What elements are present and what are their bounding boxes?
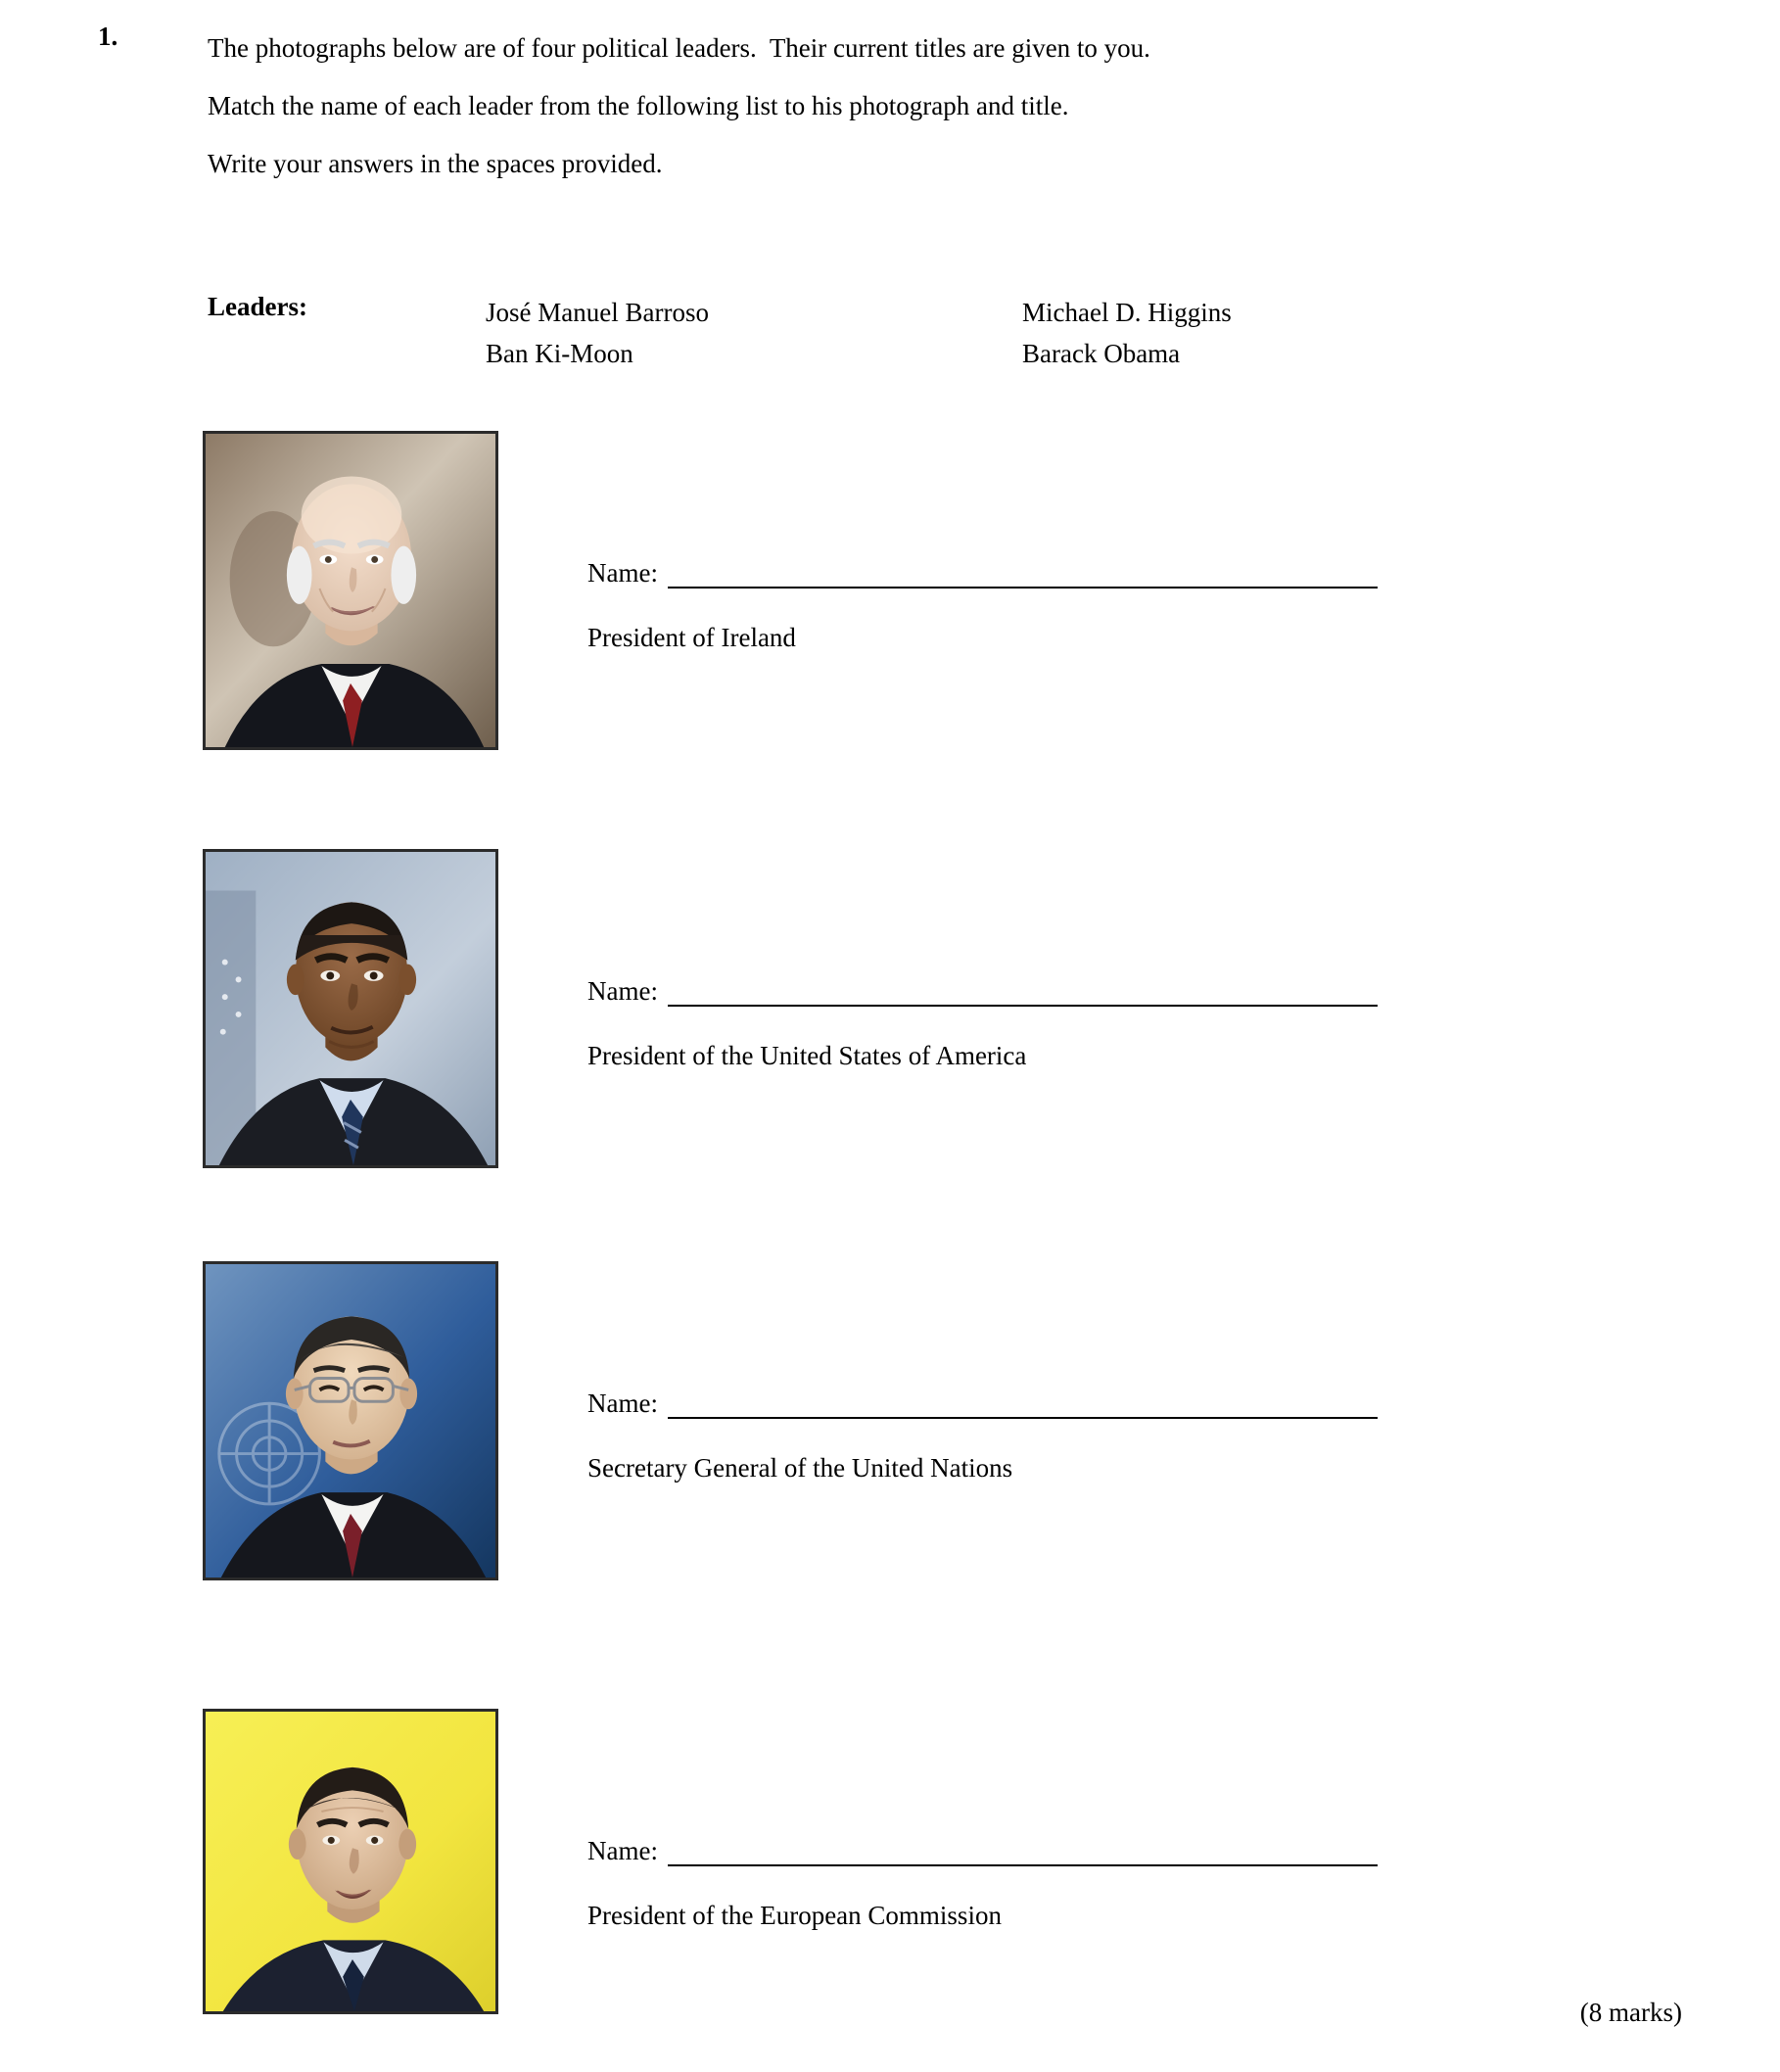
question-text — [208, 20, 1598, 193]
leader-option-ban-ki-moon: Ban Ki-Moon — [486, 339, 633, 368]
name-label-3: Name: — [587, 1389, 658, 1418]
photograph-of-jose-manuel-barroso — [206, 1712, 495, 2011]
leader-option-higgins: Michael D. Higgins — [1022, 298, 1232, 327]
leader-option-obama: Barack Obama — [1022, 339, 1181, 368]
name-answer-line-3 — [587, 1389, 1664, 1419]
photo-frame-4 — [203, 1709, 498, 2014]
name-answer-input-3[interactable] — [668, 1395, 1378, 1419]
photograph-of-michael-d-higgins — [206, 434, 495, 747]
leader-option-barroso: José Manuel Barroso — [486, 298, 709, 327]
answer-block-4 — [587, 1836, 1664, 1931]
title-text-2: President of the United States of America — [587, 1041, 1027, 1070]
photo-frame-1 — [203, 431, 498, 750]
answer-block-2 — [587, 976, 1664, 1071]
name-answer-input-2[interactable] — [668, 983, 1378, 1007]
photo-frame-2 — [203, 849, 498, 1168]
name-answer-line-4 — [587, 1836, 1664, 1866]
name-answer-line-2 — [587, 976, 1664, 1007]
question-line-2: Match the name of each leader from the following list to his photograph and title. — [208, 91, 1069, 120]
name-label-4: Name: — [587, 1836, 658, 1865]
leaders-label: Leaders: — [208, 292, 307, 321]
title-text-1: President of Ireland — [587, 623, 796, 652]
name-label-2: Name: — [587, 976, 658, 1006]
photograph-of-ban-ki-moon — [206, 1264, 495, 1578]
photo-frame-3 — [203, 1261, 498, 1580]
title-text-4: President of the European Commission — [587, 1901, 1002, 1930]
name-answer-line-1 — [587, 558, 1664, 589]
answer-block-3 — [587, 1389, 1664, 1483]
title-text-3: Secretary General of the United Nations — [587, 1453, 1013, 1483]
answer-block-1 — [587, 558, 1664, 653]
photograph-of-barack-obama — [206, 852, 495, 1165]
leaders-list-column-1 — [486, 292, 709, 374]
name-answer-input-1[interactable] — [668, 565, 1378, 589]
leaders-list-column-2 — [1022, 292, 1232, 374]
name-answer-input-4[interactable] — [668, 1843, 1378, 1866]
question-line-3: Write your answers in the spaces provided. — [208, 149, 663, 178]
name-label-1: Name: — [587, 558, 658, 588]
marks-label: (8 marks) — [1579, 1998, 1682, 2027]
question-number: 1. — [98, 22, 118, 51]
question-line-1: The photographs below are of four political leaders. Their current titles are given to you. — [208, 33, 1150, 63]
